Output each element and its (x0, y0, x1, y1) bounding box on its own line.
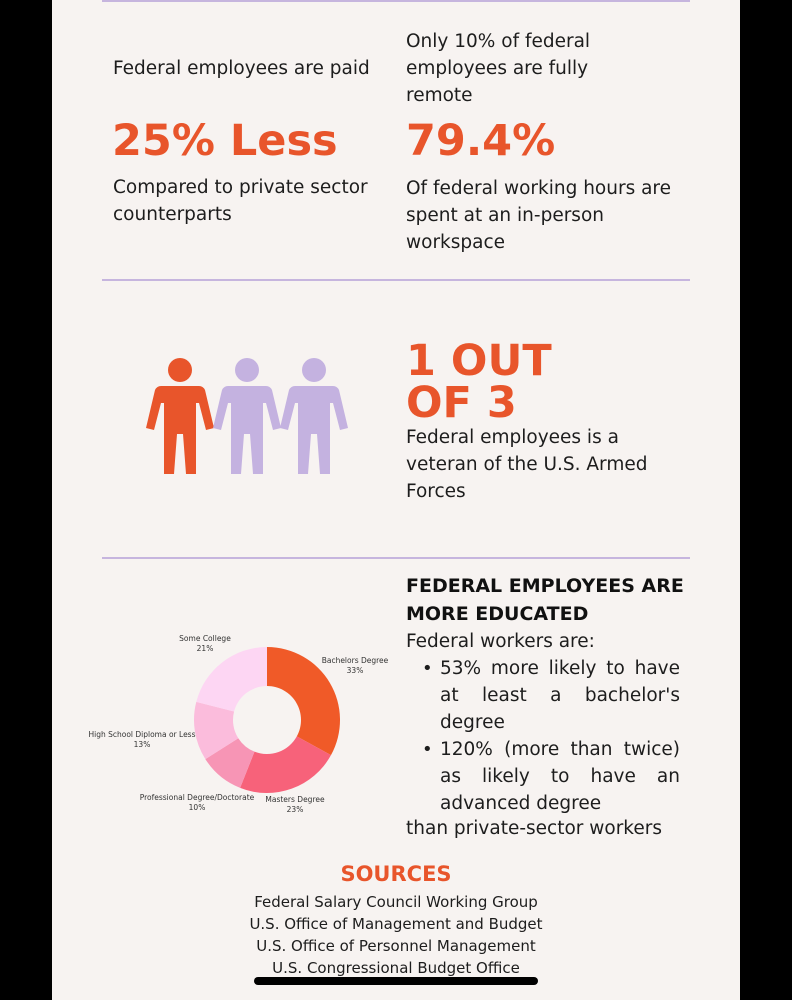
pay-intro: Federal employees are paid (113, 58, 370, 79)
veteran-stat-line1: 1 OUT (406, 336, 552, 386)
section-divider-2 (102, 557, 690, 559)
education-outro: than private-sector workers (406, 818, 662, 839)
education-bullet-advanced: • 120% (more than twice) as likely to have an advanced degree (408, 736, 680, 817)
section-divider-1 (102, 279, 690, 281)
pie-label-masters-name: Masters Degree (265, 795, 325, 804)
pie-label-some-college-name: Some College (179, 634, 231, 643)
pie-label-bachelors-name: Bachelors Degree (321, 656, 389, 665)
infographic-page (52, 0, 740, 1000)
pie-label-high-school-name: High School Diploma or Less (88, 730, 196, 739)
pay-stat: 25% Less (112, 116, 338, 166)
home-indicator[interactable] (254, 977, 538, 985)
pie-label-some-college (165, 634, 245, 654)
pie-label-masters (255, 795, 335, 815)
pie-label-high-school (82, 730, 202, 750)
remote-stat: 79.4% (406, 116, 556, 166)
person-icon-orange (146, 358, 214, 474)
person-icon-lavender-2 (280, 358, 348, 474)
veteran-stat-line2: OF 3 (406, 378, 517, 428)
education-bullet-bachelors: • 53% more likely to have at least a bachelor's degree (408, 655, 680, 736)
veteran-figures (145, 355, 355, 480)
donut-slice-some-college (196, 647, 267, 712)
education-heading-line2: MORE EDUCATED (406, 603, 589, 625)
pie-label-bachelors-value: 33% (346, 666, 364, 675)
veteran-detail: Federal employees is a veteran of the U.S. Armed Forces (406, 427, 648, 502)
top-divider (102, 0, 690, 2)
pie-label-professional-value: 10% (188, 803, 206, 812)
pay-detail: Compared to private sector counterparts (113, 177, 368, 225)
education-bullet-list (408, 655, 680, 817)
education-heading-line1: FEDERAL EMPLOYEES ARE (406, 575, 684, 597)
pie-label-professional (132, 793, 262, 813)
person-icon-lavender-1 (213, 358, 281, 474)
pie-label-high-school-value: 13% (133, 740, 151, 749)
remote-intro: Only 10% of federal employees are fully remote (406, 31, 591, 106)
source-item: U.S. Office of Management and Budget (249, 915, 543, 933)
remote-detail: Of federal working hours are spent at an in-person workspace (406, 178, 672, 253)
pie-label-masters-value: 23% (286, 805, 304, 814)
source-item: U.S. Congressional Budget Office (272, 959, 520, 977)
sources-title: SOURCES (340, 862, 452, 886)
pie-label-some-college-value: 21% (196, 644, 214, 653)
pie-label-professional-name: Professional Degree/Doctorate (139, 793, 255, 802)
pie-label-bachelors (315, 656, 395, 676)
source-item: U.S. Office of Personnel Management (256, 937, 536, 955)
source-item: Federal Salary Council Working Group (254, 893, 538, 911)
education-intro: Federal workers are: (406, 631, 595, 652)
